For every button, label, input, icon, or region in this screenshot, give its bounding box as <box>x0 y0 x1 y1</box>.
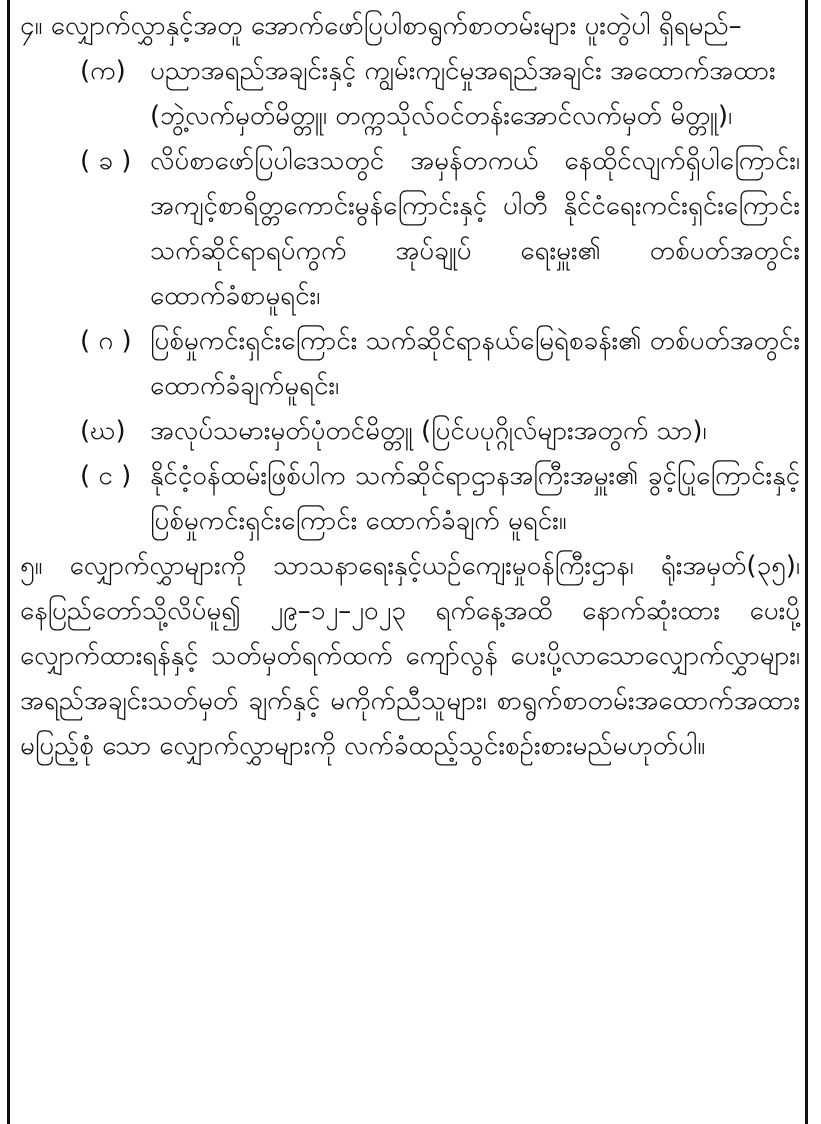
item-text: အလုပ်သမားမှတ်ပုံတင်မိတ္တူ (ပြင်ပပုဂ္ဂိုလ်များအတွက် သာ)၊ <box>150 416 707 446</box>
item-text: နိုင်ငံ့ဝန်ထမ်းဖြစ်ပါက သက်ဆိုင်ရာဌာနအကြီးအမှူး၏ ခွင့်ပြုကြောင်းနှင့် ပြစ်မှုကင်းရှင်းကြောင်း ထောက်ခံချက် မူရင်း။ <box>150 461 800 536</box>
paragraph-5 <box>20 544 800 769</box>
paragraph-number: ၅။ <box>20 551 43 581</box>
item-marker: (ဃ) <box>80 416 126 446</box>
announcement-document <box>20 4 800 769</box>
item-text: ပညာအရည်အချင်းနှင့် ကျွမ်းကျင်မှုအရည်အချင်း အထောက်အထား <box>150 56 776 86</box>
paragraph-text: လျှောက်လွှာများကို သာသနာရေးနှင့်ယဉ်ကျေးမှုဝန်ကြီးဌာန၊ ရုံးအမှတ်(၃၅)၊ နေပြည်တော်သို့လိပ်မူ၍ ၂၉–၁၂–၂၀၂၃ ရက်နေ့အထိ နောက်ဆုံးထား ပေးပို့လျှောက်ထားရန်နှင့် သတ်မှတ်ရက်ထက် ကျော်လွန် ပေးပို့လာသောလျှောက်လွှာများ၊ အရည်အချင်းသတ်မှတ် ချက်နှင့် မကိုက်ညီသူများ၊ စာရွက်စာတမ်းအထောက်အထား မပြည့်စုံ သော လျှောက်လွှာများကို လက်ခံထည့်သွင်းစဉ်းစားမည်မဟုတ်ပါ။ <box>20 551 801 761</box>
item-marker: ( ဂ ) <box>80 326 132 356</box>
paragraph-4 <box>20 4 800 49</box>
item-marker: ( ခ ) <box>80 146 132 176</box>
item-text: လိပ်စာဖော်ပြပါဒေသတွင် အမှန်တကယ် နေထိုင်လျက်ရှိပါကြောင်း၊ အကျင့်စာရိတ္တကောင်းမွန်ကြောင်းနှင့် ပါတီ နိုင်ငံရေးကင်းရှင်းကြောင်း သက်ဆိုင်ရာရပ်ကွက် အုပ်ချုပ် ရေးမှူး၏ တစ်ပတ်အတွင်း ထောက်ခံစာမူရင်း၊ <box>150 146 800 311</box>
list-item-gha <box>20 409 800 454</box>
item-text: ပြစ်မှုကင်းရှင်းကြောင်း သက်ဆိုင်ရာနယ်မြေရဲစခန်း၏ တစ်ပတ်အတွင်း ထောက်ခံချက်မူရင်း၊ <box>150 326 800 401</box>
list-item-kha <box>20 139 800 319</box>
list-item-ga <box>20 319 800 409</box>
item-note: (ဘွဲ့လက်မှတ်မိတ္တူ၊ တက္ကသိုလ်ဝင်တန်းအောင်လက်မှတ် မိတ္တူ)၊ <box>150 101 733 131</box>
paragraph-number: ၄။ <box>20 11 43 41</box>
paragraph-text: လျှောက်လွှာနှင့်အတူ အောက်ဖော်ပြပါစာရွက်စာတမ်းများ ပူးတွဲပါ ရှိရမည်– <box>50 11 742 41</box>
item-marker: ( င ) <box>80 461 132 491</box>
list-item-nga <box>20 454 800 544</box>
item-marker: (က) <box>80 56 126 86</box>
list-item-ka <box>20 49 800 94</box>
